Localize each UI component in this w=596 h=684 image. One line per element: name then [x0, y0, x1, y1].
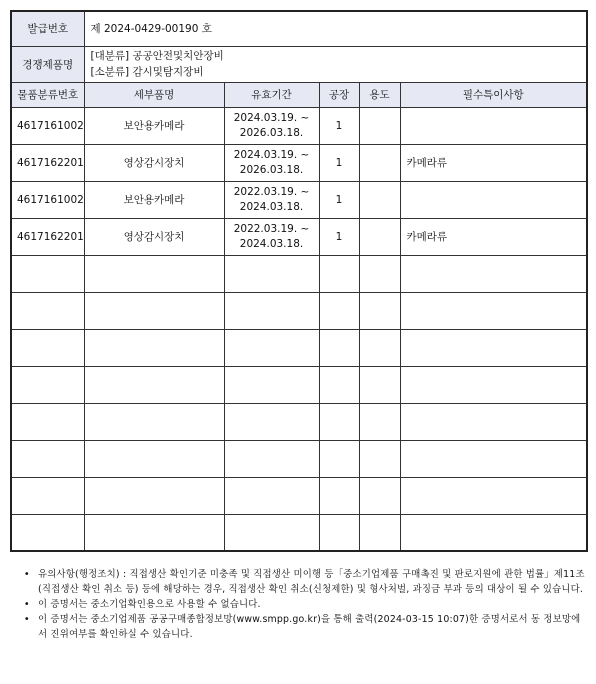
empty-cell: [359, 255, 400, 292]
empty-cell: [400, 514, 587, 551]
issue-number-label: 발급번호: [11, 11, 84, 46]
empty-cell: [319, 255, 359, 292]
empty-cell: [400, 403, 587, 440]
col-header-code: 물품분류번호: [11, 82, 84, 107]
bullet-icon: •: [24, 569, 30, 580]
empty-cell: [319, 329, 359, 366]
empty-cell: [11, 440, 84, 477]
cell-period: [224, 181, 319, 218]
col-header-factory: 공장: [319, 82, 359, 107]
period-end: 2026.03.18.: [239, 126, 304, 139]
cell-usage: [359, 181, 400, 218]
footnote-text: 유의사항(행정조치) : 직접생산 확인기준 미충족 및 직접생산 미이행 등「중소기업제품 구매촉진 및 판로지원에 관한 법률」제11조(직접생산 확인 취소 등) 등에 해당하는 경우, 직접생산 확인 취소(신청제한) 및 형사처벌, 과징금 부과 등의 대상이 될 수 있습니다.: [38, 569, 585, 595]
cell-code: 4617161002: [11, 181, 84, 218]
col-header-notes: 필수특이사항: [400, 82, 587, 107]
minor-category: [소분류] 감시및탐지장비: [90, 66, 204, 78]
empty-row: [11, 440, 587, 477]
cell-item-name: 영상감시장치: [84, 144, 224, 181]
major-category: [대분류] 공공안전및치안장비: [90, 50, 224, 62]
period-start: 2022.03.19. ~: [233, 185, 310, 198]
empty-cell: [224, 329, 319, 366]
bullet-icon: •: [24, 599, 30, 610]
cell-item-name: 보안용카메라: [84, 107, 224, 144]
col-header-item-name: 세부품명: [84, 82, 224, 107]
empty-cell: [224, 514, 319, 551]
empty-cell: [84, 440, 224, 477]
cell-factory: 1: [319, 107, 359, 144]
empty-cell: [359, 440, 400, 477]
empty-cell: [224, 292, 319, 329]
cell-usage: [359, 144, 400, 181]
empty-cell: [319, 366, 359, 403]
certificate-document: [10, 10, 586, 552]
cell-code: 4617161002: [11, 107, 84, 144]
footnotes: [24, 567, 588, 642]
cell-factory: 1: [319, 181, 359, 218]
footnote-text: 이 증명서는 중소기업제품 공공구매종합정보망(www.smpp.go.kr)을 통해 출력(2024-03-15 10:07)한 증명서로서 동 정보망에서 진위여부를 확인하실 수 있습니다.: [38, 614, 581, 640]
empty-cell: [224, 255, 319, 292]
empty-row: [11, 403, 587, 440]
col-header-period: 유효기간: [224, 82, 319, 107]
period-start: 2024.03.19. ~: [233, 111, 310, 124]
certificate-table: [10, 10, 588, 552]
empty-row: [11, 292, 587, 329]
footnote-item: [24, 612, 588, 642]
footnote-item: [24, 597, 588, 612]
cell-period: [224, 107, 319, 144]
empty-cell: [359, 366, 400, 403]
cell-factory: 1: [319, 144, 359, 181]
empty-cell: [84, 329, 224, 366]
empty-cell: [84, 255, 224, 292]
empty-row: [11, 255, 587, 292]
empty-cell: [84, 292, 224, 329]
empty-cell: [84, 366, 224, 403]
empty-cell: [224, 440, 319, 477]
empty-cell: [84, 514, 224, 551]
cell-item-name: 보안용카메라: [84, 181, 224, 218]
table-row: [11, 181, 587, 218]
empty-cell: [359, 477, 400, 514]
empty-row: [11, 329, 587, 366]
empty-row: [11, 477, 587, 514]
cell-period: [224, 218, 319, 255]
empty-cell: [11, 477, 84, 514]
cell-notes: [400, 181, 587, 218]
cell-period: [224, 144, 319, 181]
cell-item-name: 영상감시장치: [84, 218, 224, 255]
period-start: 2024.03.19. ~: [233, 148, 310, 161]
issue-row: [11, 11, 587, 46]
competition-product-value: [84, 46, 587, 82]
table-row: [11, 107, 587, 144]
empty-cell: [11, 366, 84, 403]
period-end: 2024.03.18.: [239, 200, 304, 213]
bullet-icon: •: [24, 614, 30, 625]
table-row: [11, 218, 587, 255]
empty-cell: [400, 329, 587, 366]
empty-cell: [400, 440, 587, 477]
table-row: [11, 144, 587, 181]
empty-cell: [319, 403, 359, 440]
competition-product-label: 경쟁제품명: [11, 46, 84, 82]
period-end: 2024.03.18.: [239, 237, 304, 250]
empty-cell: [359, 292, 400, 329]
cell-factory: 1: [319, 218, 359, 255]
empty-cell: [224, 366, 319, 403]
empty-row: [11, 366, 587, 403]
empty-cell: [400, 255, 587, 292]
empty-cell: [359, 514, 400, 551]
empty-cell: [319, 477, 359, 514]
competition-row: [11, 46, 587, 82]
cell-code: 4617162201: [11, 218, 84, 255]
cell-usage: [359, 107, 400, 144]
empty-cell: [84, 403, 224, 440]
empty-cell: [319, 292, 359, 329]
empty-cell: [319, 514, 359, 551]
footnote-item: [24, 567, 588, 597]
empty-cell: [400, 292, 587, 329]
empty-cell: [11, 292, 84, 329]
issue-number-value: 제 2024-0429-00190 호: [84, 11, 587, 46]
footnote-text: 이 증명서는 중소기업확인용으로 사용할 수 없습니다.: [38, 599, 261, 610]
empty-cell: [319, 440, 359, 477]
cell-usage: [359, 218, 400, 255]
empty-cell: [359, 403, 400, 440]
column-header-row: [11, 82, 587, 107]
empty-cell: [400, 366, 587, 403]
period-start: 2022.03.19. ~: [233, 222, 310, 235]
empty-cell: [359, 329, 400, 366]
empty-cell: [11, 329, 84, 366]
cell-code: 4617162201: [11, 144, 84, 181]
cell-notes: 카메라류: [400, 218, 587, 255]
empty-cell: [224, 477, 319, 514]
empty-cell: [11, 403, 84, 440]
empty-cell: [11, 255, 84, 292]
col-header-usage: 용도: [359, 82, 400, 107]
empty-cell: [400, 477, 587, 514]
empty-row: [11, 514, 587, 551]
cell-notes: 카메라류: [400, 144, 587, 181]
empty-cell: [224, 403, 319, 440]
empty-cell: [84, 477, 224, 514]
empty-cell: [11, 514, 84, 551]
cell-notes: [400, 107, 587, 144]
period-end: 2026.03.18.: [239, 163, 304, 176]
